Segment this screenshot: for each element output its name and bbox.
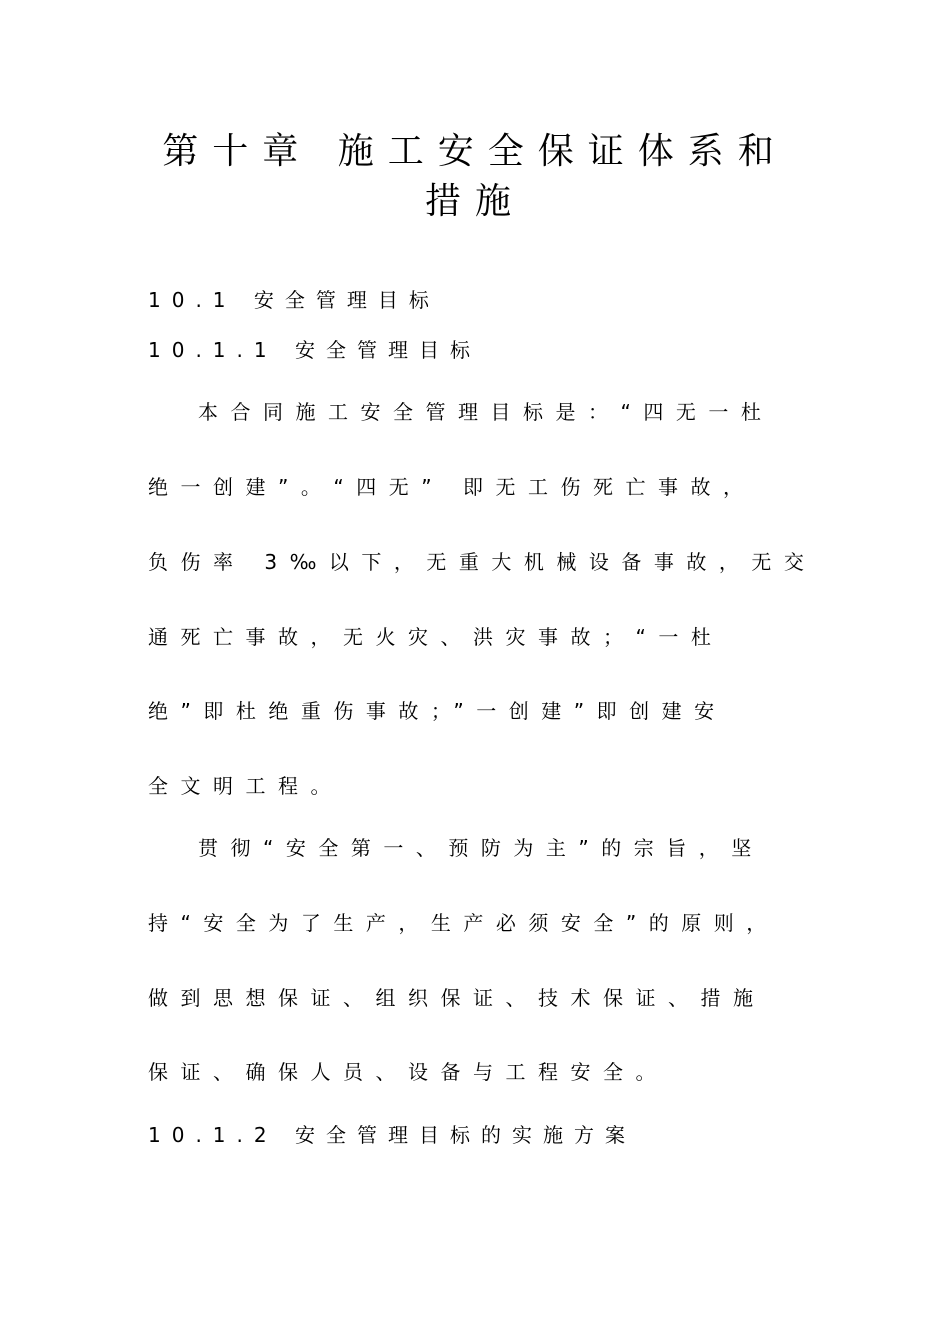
- section-heading-10-1: 10.1 安全管理目标: [148, 288, 440, 312]
- chapter-title-line-1: 第十章 施工安全保证体系和: [162, 131, 788, 172]
- paragraph-1-line: 本合同施工安全管理目标是：“四无一杜: [198, 400, 774, 424]
- paragraph-2-line: 贯彻“安全第一、预防为主”的宗旨，坚: [198, 836, 764, 860]
- chapter-title-line-2: 措施: [424, 181, 525, 222]
- paragraph-2-line: 持“安全为了生产，生产必须安全”的原则，: [148, 911, 779, 935]
- paragraph-1-line: 绝”即杜绝重伤事故；”一创建”即创建安: [148, 699, 727, 723]
- paragraph-2-line: 做到思想保证、组织保证、技术保证、措施: [148, 986, 766, 1010]
- paragraph-1-line: 全文明工程。: [148, 774, 343, 798]
- paragraph-2-line: 保证、确保人员、设备与工程安全。: [148, 1060, 668, 1084]
- paragraph-1-line: 绝一创建”。“四无” 即无工伤死亡事故，: [148, 475, 756, 499]
- section-heading-10-1-1: 10.1.1 安全管理目标: [148, 338, 481, 362]
- paragraph-1-line: 通死亡事故，无火灾、洪灾事故；“一杜: [148, 625, 724, 649]
- paragraph-1-line: 负伤率 3‰以下，无重大机械设备事故，无交: [148, 550, 817, 574]
- section-heading-10-1-2: 10.1.2 安全管理目标的实施方案: [148, 1123, 636, 1147]
